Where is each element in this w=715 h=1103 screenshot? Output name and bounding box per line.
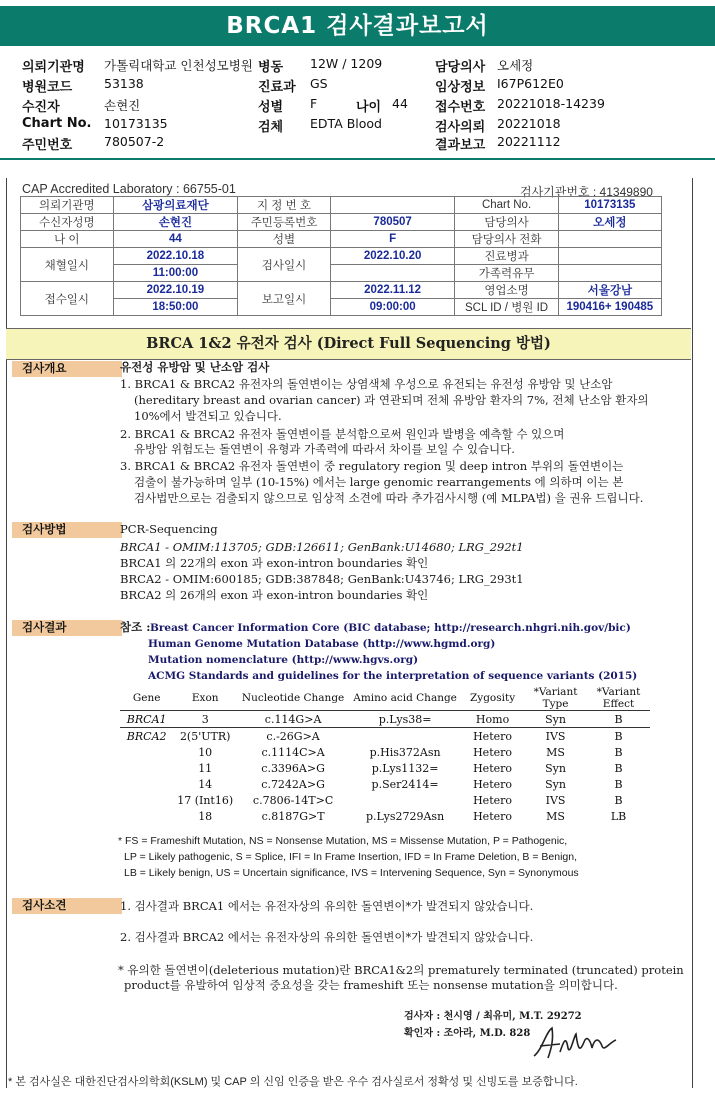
info-cell: 보고일시 (238, 282, 331, 316)
info-cell: 의뢰기관명 (21, 197, 114, 214)
test-title: BRCA 1&2 유전자 검사 (Direct Full Sequencing 방법) (6, 328, 691, 360)
variant-cell: B (614, 777, 623, 791)
column-header: Gene (132, 692, 161, 704)
opinion-note: product를 유발하여 임상적 중요성을 갖는 frameshift 또는 nonsense mutation을 의미합니다. (124, 978, 618, 992)
method-line: BRCA1 의 22개의 exon 과 exon-intron boundaries 확인 (120, 556, 429, 570)
variant-cell: B (614, 793, 623, 807)
method-line: BRCA2 의 26개의 exon 과 exon-intron boundaries 확인 (120, 588, 429, 602)
patient-header (0, 52, 715, 152)
legend-line: LP = Likely pathogenic, S = Splice, IFI = In Frame Insertion, IFD = In Frame Deletion, B = Benign, (124, 851, 577, 863)
info-cell (558, 265, 661, 282)
method-line: BRCA2 - OMIM:600185; GDB:387848; GenBank:U43746; LRG_293t1 (120, 572, 524, 586)
info-cell: 지 정 번 호 (238, 197, 331, 214)
variant-cell: LB (610, 809, 627, 823)
variant-cell: c.3396A>G (261, 761, 325, 775)
dept-value: GS (310, 76, 328, 91)
variant-cell: B (614, 761, 623, 775)
reference-line: Mutation nomenclature (http://www.hgvs.org) (148, 654, 419, 666)
variant-cell: p.His372Asn (369, 745, 441, 759)
variant-cell: BRCA2 (126, 729, 167, 743)
info-cell: 나 이 (21, 231, 114, 248)
request-label: 검사의뢰 (435, 120, 486, 135)
variant-cell: Hetero (473, 777, 513, 791)
opinion-line: 2. 검사결과 BRCA2 에서는 유전자상의 유의한 돌연변이*가 발견되지 않았습니다. (120, 930, 534, 944)
age-label: 나이 (356, 100, 382, 115)
column-header: Exon (191, 692, 219, 704)
info-cell: Chart No. (455, 197, 558, 214)
info-cell: 18:50:00 (113, 299, 238, 316)
info-cell (330, 265, 455, 282)
info-cell: 손현진 (113, 214, 238, 231)
info-cell: 수신자성명 (21, 214, 114, 231)
overview-line: 1. BRCA1 & BRCA2 유전자의 돌연변이는 상염색체 우성으로 유전되는 유전성 유방암 및 난소암 (120, 377, 613, 391)
info-cell: 접수일시 (21, 282, 114, 316)
info-cell: SCL ID / 병원 ID (455, 299, 558, 316)
info-cell: 780507 (330, 214, 455, 231)
request-value: 20221018 (497, 116, 561, 131)
ward-value: 12W / 1209 (310, 56, 383, 71)
report-date-value: 20221112 (497, 134, 561, 149)
info-cell: 09:00:00 (330, 299, 455, 316)
legend-line: LB = Likely benign, US = Uncertain significance, IVS = Intervening Sequence, Syn = Synonymous (124, 867, 579, 879)
info-cell: 삼광의료재단 (113, 197, 238, 214)
variant-cell: c.-26G>A (266, 729, 320, 743)
variant-row (120, 792, 650, 808)
variant-cell: Hetero (473, 809, 513, 823)
accreditation-footnote: * 본 검사실은 대한진단검사의학회(KSLM) 및 CAP 의 신임 인증을 받은 우수 검사실로서 정확성 및 신빙도를 보증합니다. (8, 1076, 578, 1088)
variant-cell: Syn (545, 712, 566, 726)
variant-cell: p.Lys2729Asn (365, 809, 445, 823)
variant-table (120, 686, 650, 824)
variant-cell: 14 (198, 777, 213, 791)
variant-cell: IVS (545, 729, 566, 743)
variant-cell: MS (546, 809, 565, 823)
overview-line: 유방암 위험도는 돌연변이 유형과 가족력에 따라서 차이를 보일 수 있습니다. (134, 442, 515, 456)
overview-line: 2. BRCA1 & BRCA2 유전자 돌연변이를 분석함으로써 원인과 발병을 예측할 수 있으며 (120, 427, 565, 441)
variant-cell: B (614, 729, 623, 743)
variant-cell: 3 (201, 712, 209, 726)
info-cell: 2022.10.19 (113, 282, 238, 299)
variant-cell: Syn (545, 761, 566, 775)
variant-cell: p.Lys38= (378, 712, 432, 726)
variant-cell (120, 808, 173, 824)
variant-cell: p.Lys1132= (371, 761, 439, 775)
column-header: *Variant Type (533, 686, 578, 710)
hospital-code-value: 53138 (104, 76, 144, 91)
clinical-label: 임상정보 (435, 80, 486, 95)
info-cell: 검사일시 (238, 248, 331, 282)
opinion-line: 1. 검사결과 BRCA1 에서는 유전자상의 유의한 돌연변이*가 발견되지 않았습니다. (120, 899, 534, 913)
variant-row (120, 728, 650, 745)
age-value: 44 (392, 96, 408, 111)
result-section-label: 검사결과 (12, 620, 122, 636)
info-cell: 44 (113, 231, 238, 248)
info-cell: 10173135 (558, 197, 661, 214)
specimen-info-table (20, 196, 662, 316)
method-section-label: 검사방법 (12, 522, 122, 538)
variant-cell (349, 792, 461, 808)
variant-cell: c.7806-14T>C (252, 793, 334, 807)
dept-label: 진료과 (258, 80, 296, 95)
variant-cell: c.1114C>A (261, 745, 325, 759)
variant-cell (120, 760, 173, 776)
variant-cell: 11 (198, 761, 213, 775)
clinical-value: I67P612E0 (497, 76, 564, 91)
chart-value: 10173135 (104, 116, 168, 131)
variant-cell: Homo (475, 712, 510, 726)
report-date-label: 결과보고 (435, 138, 486, 153)
overview-line: 검출이 불가능하며 일부 (10-15%) 에서는 large genomic rearrangements 에 의하며 이는 본 (134, 475, 624, 489)
handwritten-signature (530, 1022, 620, 1062)
sex-value: F (310, 96, 318, 111)
info-cell: 11:00:00 (113, 265, 238, 282)
variant-cell: c.114G>A (264, 712, 322, 726)
info-cell: 영업소명 (455, 282, 558, 299)
column-header: *Variant Effect (596, 686, 641, 710)
variant-cell: Hetero (473, 729, 513, 743)
variant-cell: c.7242A>G (261, 777, 325, 791)
opinion-note: * 유의한 돌연변이(deleterious mutation)란 BRCA1&2의 prematurely terminated (truncated) protein (118, 963, 684, 977)
info-cell: 담당의사 (455, 214, 558, 231)
info-cell: 오세정 (558, 214, 661, 231)
doctor-label: 담당의사 (435, 60, 486, 75)
variant-cell (349, 728, 461, 745)
rrn-label: 주민번호 (22, 138, 73, 153)
confirmer-signature-line: 확인자 : 조아라, M.D. 828 (404, 1028, 531, 1039)
variant-cell: Syn (545, 777, 566, 791)
info-cell: 2022.11.12 (330, 282, 455, 299)
variant-row (120, 744, 650, 760)
variant-cell: BRCA1 (126, 712, 167, 726)
info-cell: F (330, 231, 455, 248)
column-header: Zygosity (469, 692, 516, 704)
cap-accreditation: CAP Accredited Laboratory : 66755-01 (22, 182, 236, 196)
overview-line: (hereditary breast and ovarian cancer) 과 연관되며 전체 유방암 환자의 7%, 전체 난소암 환자의 (134, 393, 649, 407)
info-cell: 채혈일시 (21, 248, 114, 282)
variant-cell: 18 (198, 809, 213, 823)
variant-cell: B (614, 712, 623, 726)
patient-value: 손현진 (104, 98, 141, 113)
institution-value: 가톨릭대학교 인천성모병원 (104, 58, 253, 73)
lab-number: 검사기관번호 : 41349890 (520, 185, 653, 199)
specimen-value: EDTA Blood (310, 116, 382, 131)
reference-line: ACMG Standards and guidelines for the interpretation of sequence variants (2015) (148, 670, 638, 682)
info-cell (558, 231, 661, 248)
method-line: PCR-Sequencing (120, 522, 218, 536)
info-cell: 2022.10.20 (330, 248, 455, 265)
reference-line: Human Genome Mutation Database (http://www.hgmd.org) (148, 638, 496, 650)
tester-signature-line: 검사자 : 천시영 / 최유미, M.T. 29272 (404, 1011, 582, 1022)
variant-row (120, 776, 650, 792)
specimen-label: 검체 (258, 120, 284, 135)
info-cell: 진료병과 (455, 248, 558, 265)
rrn-value: 780507-2 (104, 134, 165, 149)
variant-cell: MS (546, 745, 565, 759)
institution-label: 의뢰기관명 (22, 60, 85, 75)
info-cell: 가족력유무 (455, 265, 558, 282)
overview-line: 검사법만으로는 검출되지 않으므로 임상적 소견에 따라 추가검사시행 (예 MLPA법) 을 권유 드립니다. (134, 491, 644, 505)
patient-label: 수진자 (22, 100, 60, 115)
column-header: Nucleotide Change (241, 692, 345, 704)
variant-cell: Hetero (473, 761, 513, 775)
variant-cell: 10 (198, 745, 213, 759)
receipt-label: 접수번호 (435, 100, 486, 115)
overview-heading: 유전성 유방암 및 난소암 검사 (120, 360, 270, 374)
variant-cell: 2(5'UTR) (179, 729, 231, 743)
legend-line: * FS = Frameshift Mutation, NS = Nonsense Mutation, MS = Missense Mutation, P = Pathogenic, (118, 835, 568, 847)
variant-cell: IVS (545, 793, 566, 807)
info-cell: 성별 (238, 231, 331, 248)
ward-label: 병동 (258, 60, 284, 75)
opinion-section-label: 검사소견 (12, 898, 122, 914)
reference-prefix: 참조 : (120, 620, 151, 634)
sex-label: 성별 (258, 100, 284, 115)
doctor-value: 오세정 (497, 58, 534, 73)
variant-cell (120, 792, 173, 808)
overview-line: 10%에서 발견되고 있습니다. (134, 409, 282, 423)
overview-line: 3. BRCA1 & BRCA2 유전자 돌연변이 중 regulatory region 및 deep intron 부위의 돌연변이는 (120, 459, 624, 473)
variant-row (120, 808, 650, 824)
variant-cell: 17 (Int16) (177, 793, 234, 807)
variant-cell: Hetero (473, 745, 513, 759)
info-cell: 190416+ 190485 (558, 299, 661, 316)
info-cell: 2022.10.18 (113, 248, 238, 265)
variant-cell (120, 776, 173, 792)
overview-section-label: 검사개요 (12, 361, 122, 377)
variant-cell: B (614, 745, 623, 759)
variant-row (120, 711, 650, 728)
hospital-code-label: 병원코드 (22, 80, 73, 95)
info-cell: 담당의사 전화 (455, 231, 558, 248)
variant-cell: Hetero (473, 793, 513, 807)
info-cell (330, 197, 455, 214)
receipt-value: 20221018-14239 (497, 96, 605, 111)
variant-cell: c.8187G>T (261, 809, 325, 823)
chart-label: Chart No. (22, 116, 92, 131)
report-title: BRCA1 검사결과보고서 (0, 6, 715, 46)
variant-row (120, 760, 650, 776)
info-cell: 주민등록번호 (238, 214, 331, 231)
method-line: BRCA1 - OMIM:113705; GDB:126611; GenBank:U14680; LRG_292t1 (120, 540, 524, 554)
info-cell: 서울강남 (558, 282, 661, 299)
variant-cell: p.Ser2414= (371, 777, 439, 791)
header-divider (0, 158, 715, 160)
column-header: Amino acid Change (353, 692, 457, 704)
reference-line: Breast Cancer Information Core (BIC database; http://research.nhgri.nih.gov/bic) (150, 622, 631, 634)
info-cell (558, 248, 661, 265)
variant-cell (120, 744, 173, 760)
